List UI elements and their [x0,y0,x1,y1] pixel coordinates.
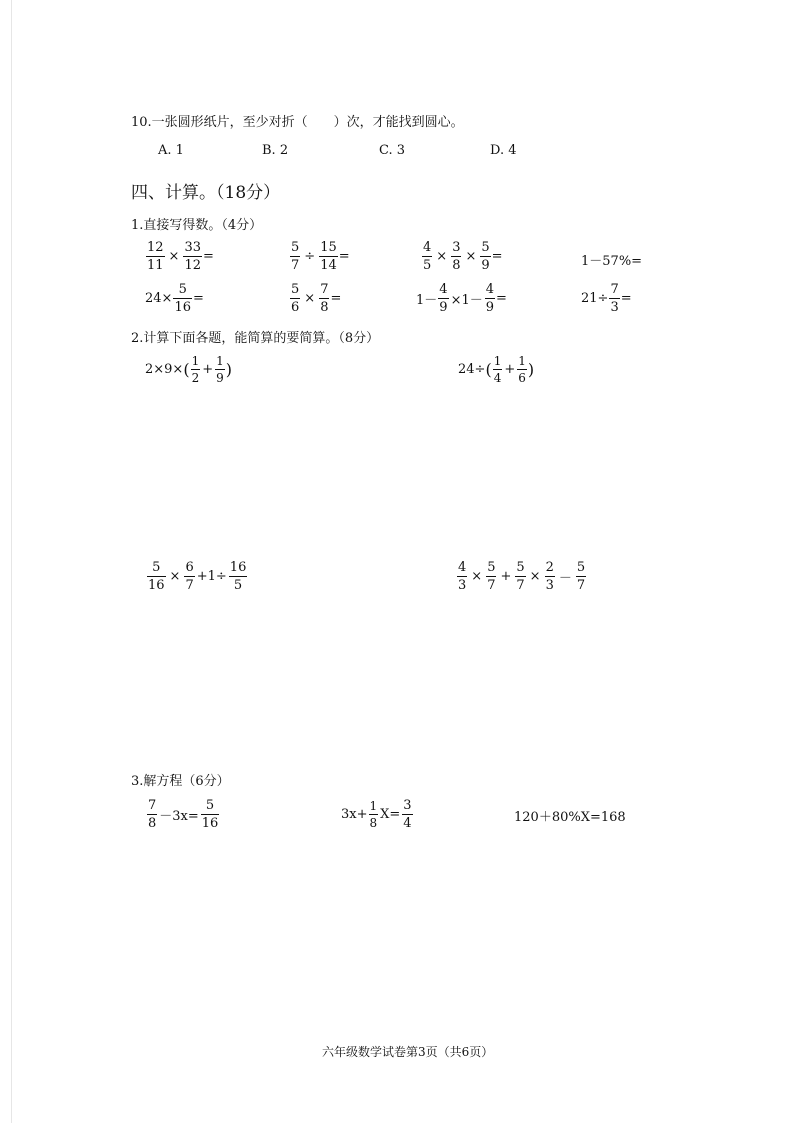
part1-expr-8: 21÷ $\frac{7}{3}$ = [581,282,632,315]
fraction: $\frac{1}{8}$ [369,799,378,830]
fraction: $\frac{5}{7}$ [291,240,300,273]
fraction: $\frac{3}{4}$ [403,798,412,831]
page-edge-line [11,0,12,1123]
fraction: $\frac{1}{9}$ [216,354,224,385]
part1-label: 1.直接写得数。（4分） [131,218,263,233]
fraction: $\frac{16}{5}$ [229,560,247,593]
section-heading: 四、计算。（18分） [131,183,281,203]
fraction: $\frac{5}{7}$ [487,560,496,593]
part3-equation-2: 3x+ $\frac{1}{8}$ X= $\frac{3}{4}$ [341,798,412,831]
option-b: B. 2 [262,143,289,158]
fraction: $\frac{3}{8}$ [452,240,461,273]
question-10-text: 10.一张圆形纸片，至少对折（ ）次，才能找到圆心。 [131,115,464,130]
part1-expr-1: $\frac{12}{11}$ × $\frac{33}{12}$ = [147,240,214,273]
fraction: $\frac{4}{3}$ [458,560,467,593]
part2-expr-4: $\frac{4}{3}$ × $\frac{5}{7}$ + $\frac{5}{7}$ × $\frac{2}{3}$ － $\frac{5}{7}$ [458,560,586,593]
fraction: $\frac{5}{6}$ [291,282,300,315]
part2-expr-2: 24÷ ( $\frac{1}{4}$ + $\frac{1}{6}$ ) [458,354,535,385]
fraction: $\frac{5}{7}$ [516,560,525,593]
option-d: D. 4 [490,143,517,158]
part1-expr-5: 24× $\frac{5}{16}$ = [145,282,204,315]
fraction: $\frac{5}{16}$ [148,560,165,593]
part3-label: 3.解方程（6分） [131,774,230,789]
part1-expr-7: 1－ $\frac{4}{9}$ ×1－ $\frac{4}{9}$ = [416,282,507,315]
part2-expr-1: 2×9× ( $\frac{1}{2}$ + $\frac{1}{9}$ ) [145,354,233,385]
part3-equation-1: $\frac{7}{8}$ －3x= $\frac{5}{16}$ [148,798,219,831]
part1-expr-2: $\frac{5}{7}$ ÷ $\frac{15}{14}$ = [291,240,350,273]
fraction: $\frac{7}{8}$ [320,282,329,315]
page-footer: 六年级数学试卷第3页（共6页） [322,1045,494,1059]
fraction: $\frac{12}{11}$ [147,240,164,273]
fraction: $\frac{33}{12}$ [184,240,201,273]
fraction: $\frac{5}{7}$ [576,560,586,593]
fraction: $\frac{6}{7}$ [185,560,194,593]
fraction: $\frac{4}{9}$ [485,282,495,315]
part2-expr-3: $\frac{5}{16}$ × $\frac{6}{7}$ +1÷ $\frac{16}{5}$ [148,560,247,593]
fraction: $\frac{15}{14}$ [320,240,337,273]
part1-expr-6: $\frac{5}{6}$ × $\frac{7}{8}$ = [291,282,342,315]
fraction: $\frac{2}{3}$ [545,560,554,593]
option-c: C. 3 [379,143,406,158]
part1-expr-4: 1－57%= [581,254,643,269]
fraction: $\frac{7}{3}$ [610,282,619,315]
part1-expr-3: $\frac{4}{5}$ × $\frac{3}{8}$ × $\frac{5}{9}$ = [423,240,503,273]
fraction: $\frac{5}{16}$ [201,798,219,831]
part3-equation-3: 120＋80%X=168 [514,810,626,825]
fraction: $\frac{5}{9}$ [481,240,490,273]
fraction: $\frac{1}{2}$ [191,354,200,385]
fraction: $\frac{4}{5}$ [423,240,432,273]
option-a: A. 1 [158,143,184,158]
fraction: $\frac{5}{16}$ [174,282,191,315]
fraction: $\frac{4}{9}$ [439,282,448,315]
fraction: $\frac{1}{4}$ [493,354,502,385]
part2-label: 2.计算下面各题，能简算的要简算。（8分） [131,331,380,346]
fraction: $\frac{1}{6}$ [518,354,526,385]
fraction: $\frac{7}{8}$ [148,798,157,831]
